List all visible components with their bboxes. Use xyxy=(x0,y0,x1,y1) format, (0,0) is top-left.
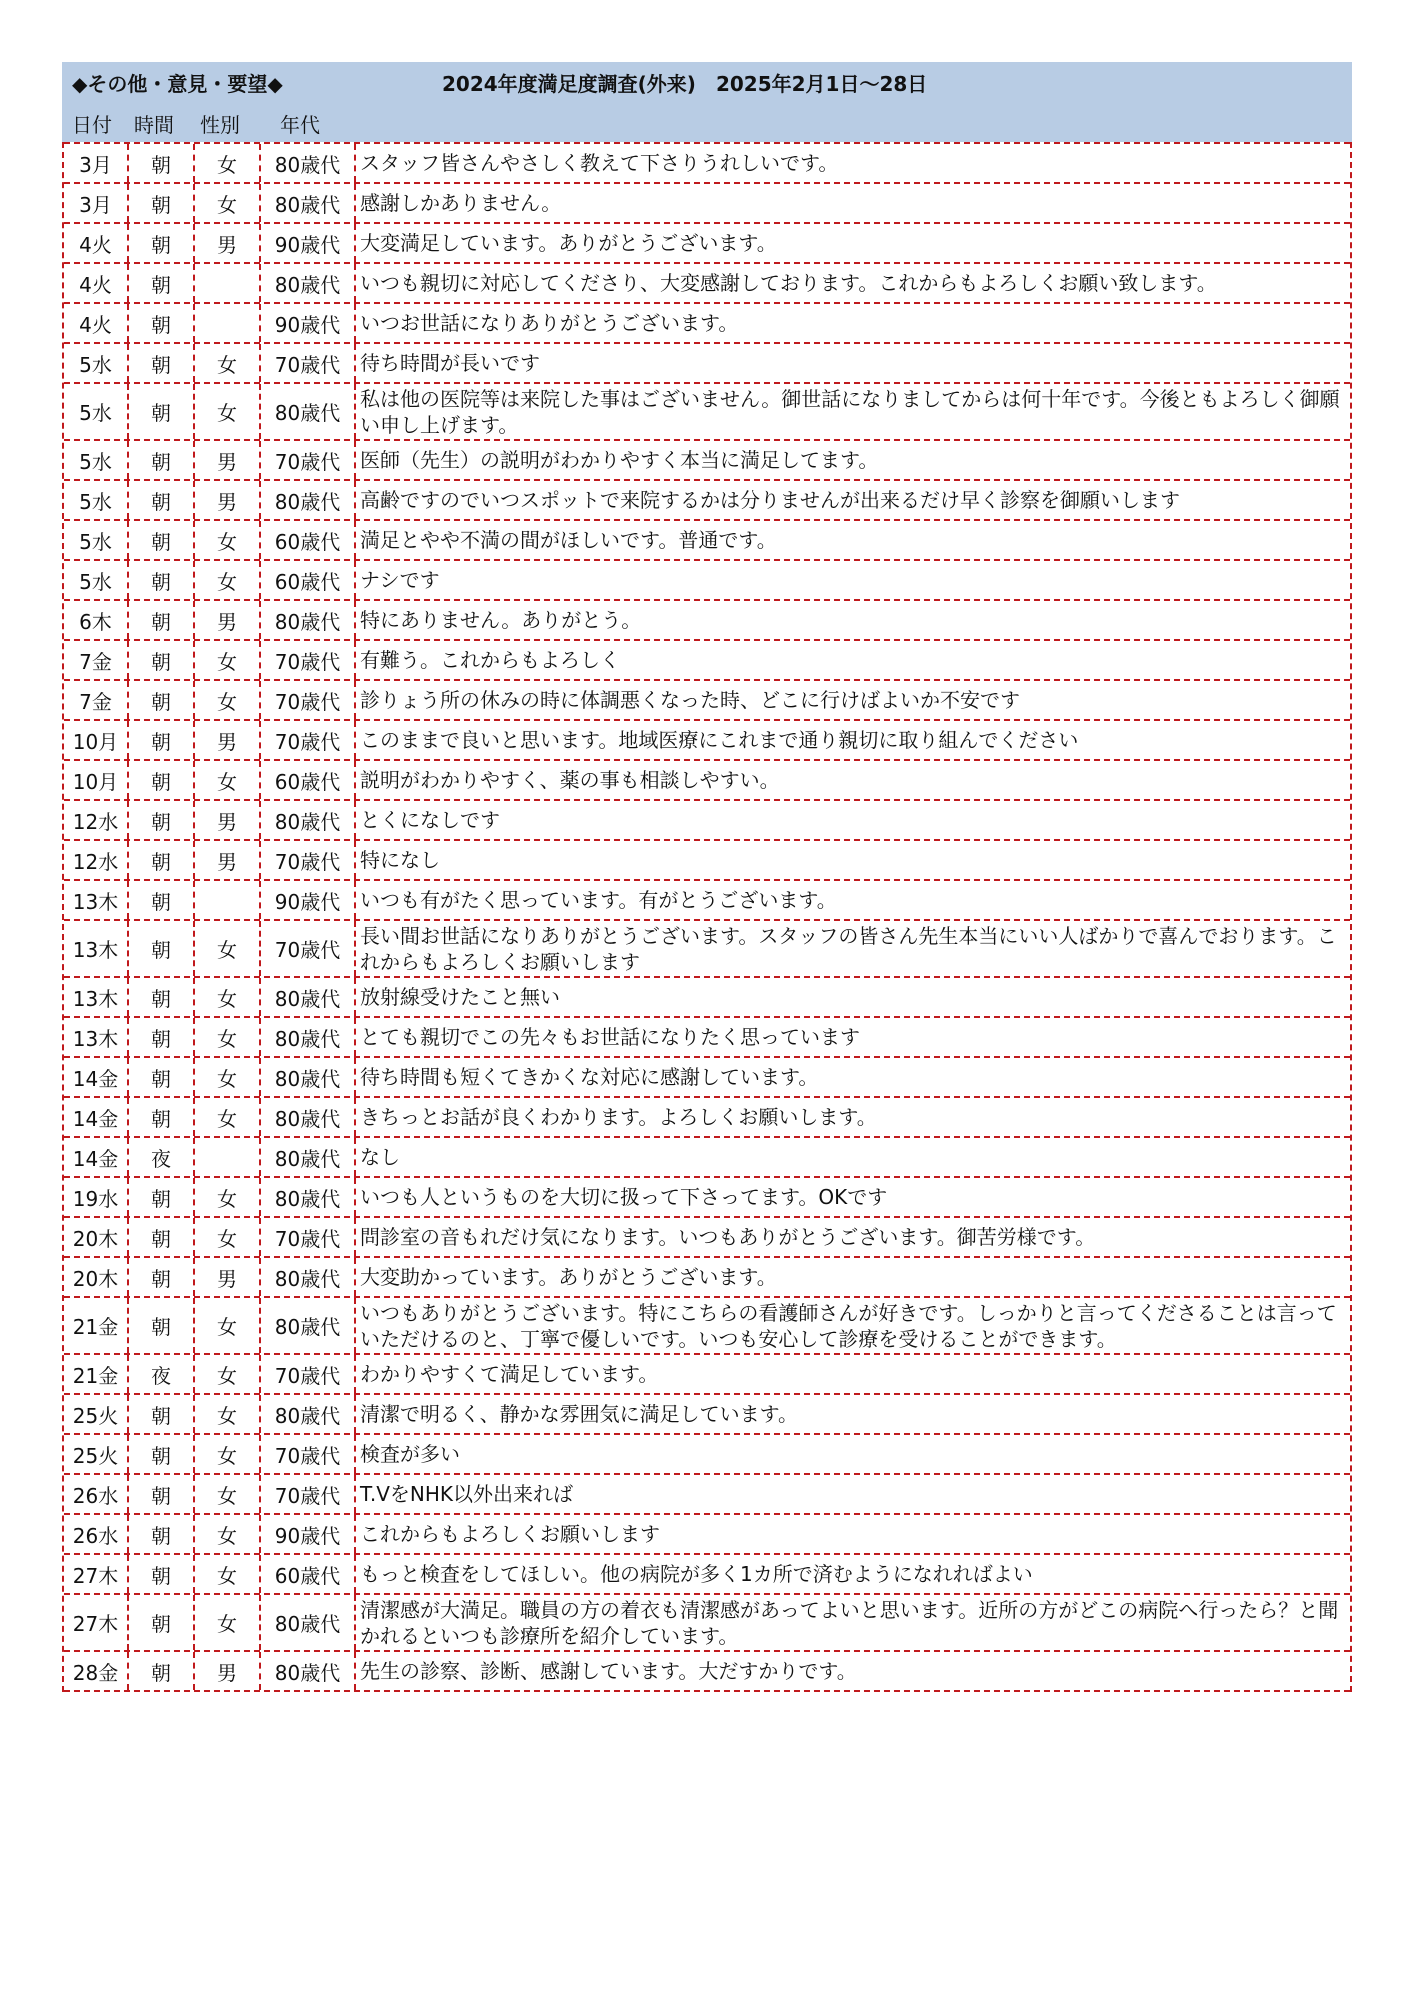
row-time: 朝 xyxy=(129,1298,195,1353)
row-date: 7金 xyxy=(64,681,129,719)
row-date: 19水 xyxy=(64,1178,129,1216)
row-sex: 女 xyxy=(195,1555,261,1593)
row-comment: スタッフ皆さんやさしく教えて下さりうれしいです。 xyxy=(360,151,839,175)
row-date: 13木 xyxy=(64,978,129,1016)
row-date: 4火 xyxy=(64,304,129,342)
row-comment: 待ち時間が長いです xyxy=(360,351,540,375)
row-comment: 私は他の医院等は来院した事はございません。御世話になりましてからは何十年です。今後ともよろしく御願い申し上げます。 xyxy=(360,386,1340,437)
table-row xyxy=(64,681,1350,721)
row-date: 21金 xyxy=(64,1355,129,1393)
row-sex: 女 xyxy=(195,1435,261,1473)
row-sex: 男 xyxy=(195,601,261,639)
row-comment: いつも親切に対応してくださり、大変感謝しております。これからもよろしくお願い致します。 xyxy=(360,271,1217,295)
row-comment: とても親切でこの先々もお世話になりたく思っています xyxy=(360,1025,860,1049)
table-row xyxy=(64,1258,1350,1298)
row-time: 朝 xyxy=(129,1652,195,1690)
row-age: 80歳代 xyxy=(261,1098,356,1136)
table-row xyxy=(64,761,1350,801)
row-sex: 女 xyxy=(195,144,261,182)
row-age: 80歳代 xyxy=(261,1258,356,1296)
row-date: 27木 xyxy=(64,1555,129,1593)
row-comment: 問診室の音もれだけ気になります。いつもありがとうございます。御苦労様です。 xyxy=(360,1225,1096,1249)
row-date: 21金 xyxy=(64,1298,129,1353)
row-age: 90歳代 xyxy=(261,304,356,342)
row-comment: もっと検査をしてほしい。他の病院が多く1カ所で済むようになれればよい xyxy=(360,1562,1033,1586)
row-age: 70歳代 xyxy=(261,721,356,759)
row-comment: いつお世話になりありがとうございます。 xyxy=(360,311,739,335)
row-comment: 感謝しかありません。 xyxy=(360,191,562,215)
table-row xyxy=(64,881,1350,921)
column-header-time: 時間 xyxy=(134,113,174,137)
table-row xyxy=(64,1395,1350,1435)
row-time: 朝 xyxy=(129,481,195,519)
table-row xyxy=(64,841,1350,881)
row-time: 朝 xyxy=(129,304,195,342)
table-row xyxy=(64,344,1350,384)
row-time: 朝 xyxy=(129,1178,195,1216)
row-date: 5水 xyxy=(64,441,129,479)
row-sex: 女 xyxy=(195,681,261,719)
row-date: 13木 xyxy=(64,921,129,976)
table-row xyxy=(64,1018,1350,1058)
table-row xyxy=(64,1298,1350,1355)
table-row xyxy=(64,921,1350,978)
row-age: 70歳代 xyxy=(261,1218,356,1256)
table-row xyxy=(64,1218,1350,1258)
row-comment: このままで良いと思います。地域医療にこれまで通り親切に取り組んでください xyxy=(360,728,1079,752)
row-age: 80歳代 xyxy=(261,264,356,302)
row-time: 朝 xyxy=(129,641,195,679)
table-row xyxy=(64,978,1350,1018)
row-comment: 特にありません。ありがとう。 xyxy=(360,608,642,632)
row-comment: 待ち時間も短くてきかくな対応に感謝しています。 xyxy=(360,1065,819,1089)
row-age: 80歳代 xyxy=(261,601,356,639)
row-time: 朝 xyxy=(129,264,195,302)
row-time: 朝 xyxy=(129,1018,195,1056)
row-date: 28金 xyxy=(64,1652,129,1690)
row-age: 80歳代 xyxy=(261,1652,356,1690)
table-row xyxy=(64,1435,1350,1475)
row-date: 14金 xyxy=(64,1098,129,1136)
row-comment: いつも人というものを大切に扱って下さってます。OKです xyxy=(360,1185,888,1209)
row-time: 朝 xyxy=(129,721,195,759)
survey-sheet xyxy=(62,62,1352,1692)
row-comment: ナシです xyxy=(360,568,440,592)
row-date: 10月 xyxy=(64,721,129,759)
row-age: 60歳代 xyxy=(261,521,356,559)
row-age: 80歳代 xyxy=(261,1018,356,1056)
row-date: 5水 xyxy=(64,384,129,439)
table-row xyxy=(64,1475,1350,1515)
row-time: 朝 xyxy=(129,978,195,1016)
row-comment: いつも有がたく思っています。有がとうございます。 xyxy=(360,888,837,912)
row-comment: 診りょう所の休みの時に体調悪くなった時、どこに行けばよいか不安です xyxy=(360,688,1020,712)
column-header-date: 日付 xyxy=(72,113,112,137)
row-age: 80歳代 xyxy=(261,1595,356,1650)
row-age: 60歳代 xyxy=(261,761,356,799)
row-comment: 清潔感が大満足。職員の方の着衣も清潔感があってよいと思います。近所の方がどこの病院へ行ったら？と聞かれるといつも診療所を紹介しています。 xyxy=(360,1597,1339,1648)
row-date: 12水 xyxy=(64,801,129,839)
row-sex: 女 xyxy=(195,641,261,679)
row-comment: 大変助かっています。ありがとうございます。 xyxy=(360,1265,777,1289)
row-age: 80歳代 xyxy=(261,978,356,1016)
row-date: 3月 xyxy=(64,184,129,222)
row-time: 朝 xyxy=(129,344,195,382)
row-time: 朝 xyxy=(129,761,195,799)
row-date: 26水 xyxy=(64,1515,129,1553)
row-age: 70歳代 xyxy=(261,1475,356,1513)
table-row xyxy=(64,481,1350,521)
row-sex: 女 xyxy=(195,1355,261,1393)
row-comment: 清潔で明るく、静かな雰囲気に満足しています。 xyxy=(360,1402,798,1426)
row-time: 朝 xyxy=(129,681,195,719)
table-row xyxy=(64,1138,1350,1178)
row-time: 朝 xyxy=(129,601,195,639)
row-sex: 女 xyxy=(195,1595,261,1650)
row-age: 70歳代 xyxy=(261,921,356,976)
row-age: 80歳代 xyxy=(261,1395,356,1433)
row-comment: 医師（先生）の説明がわかりやすく本当に満足してます。 xyxy=(360,448,879,472)
row-time: 朝 xyxy=(129,144,195,182)
row-comment: 大変満足しています。ありがとうございます。 xyxy=(360,231,777,255)
row-sex xyxy=(195,881,261,919)
table-row xyxy=(64,601,1350,641)
row-comment: 検査が多い xyxy=(360,1442,460,1466)
table-row xyxy=(64,641,1350,681)
table-row xyxy=(64,1098,1350,1138)
row-comment: 有難う。これからもよろしく xyxy=(360,648,620,672)
row-comment: T.VをNHK以外出来れば xyxy=(360,1482,573,1506)
row-comment: 先生の診察、診断、感謝しています。大だすかりです。 xyxy=(360,1659,857,1683)
table-row xyxy=(64,1555,1350,1595)
row-comment: 放射線受けたこと無い xyxy=(360,985,560,1009)
row-sex: 女 xyxy=(195,1298,261,1353)
row-time: 朝 xyxy=(129,881,195,919)
row-time: 朝 xyxy=(129,384,195,439)
row-date: 10月 xyxy=(64,761,129,799)
row-sex: 女 xyxy=(195,1018,261,1056)
row-time: 朝 xyxy=(129,224,195,262)
row-sex xyxy=(195,264,261,302)
row-sex xyxy=(195,304,261,342)
row-date: 25火 xyxy=(64,1395,129,1433)
row-sex xyxy=(195,1138,261,1176)
row-age: 70歳代 xyxy=(261,641,356,679)
row-sex: 女 xyxy=(195,1058,261,1096)
table-row xyxy=(64,304,1350,344)
row-sex: 女 xyxy=(195,184,261,222)
row-sex: 男 xyxy=(195,481,261,519)
row-comment: なし xyxy=(360,1145,400,1169)
row-age: 60歳代 xyxy=(261,1555,356,1593)
row-time: 朝 xyxy=(129,841,195,879)
row-time: 朝 xyxy=(129,1058,195,1096)
row-sex: 男 xyxy=(195,224,261,262)
row-comment: 特になし xyxy=(360,848,440,872)
row-age: 70歳代 xyxy=(261,681,356,719)
row-time: 朝 xyxy=(129,521,195,559)
row-time: 朝 xyxy=(129,1435,195,1473)
row-comment: 高齢ですのでいつスポットで来院するかは分りませんが出来るだけ早く診察を御願いします xyxy=(360,488,1180,512)
table-row xyxy=(64,142,1350,184)
row-sex: 女 xyxy=(195,344,261,382)
row-date: 25火 xyxy=(64,1435,129,1473)
row-comment: とくになしです xyxy=(360,808,500,832)
comment-table xyxy=(62,142,1352,1692)
row-age: 80歳代 xyxy=(261,1058,356,1096)
row-comment: これからもよろしくお願いします xyxy=(360,1522,660,1546)
page-title: ◆その他・意見・要望◆ xyxy=(72,72,283,96)
row-age: 70歳代 xyxy=(261,1355,356,1393)
row-sex: 男 xyxy=(195,801,261,839)
row-time: 朝 xyxy=(129,1595,195,1650)
table-row xyxy=(64,1515,1350,1555)
row-date: 5水 xyxy=(64,521,129,559)
row-date: 7金 xyxy=(64,641,129,679)
table-row xyxy=(64,1595,1350,1652)
row-date: 20木 xyxy=(64,1218,129,1256)
row-time: 朝 xyxy=(129,1555,195,1593)
row-time: 夜 xyxy=(129,1138,195,1176)
row-age: 80歳代 xyxy=(261,1178,356,1216)
row-comment: きちっとお話が良くわかります。よろしくお願いします。 xyxy=(360,1105,877,1129)
row-date: 12水 xyxy=(64,841,129,879)
table-row xyxy=(64,1178,1350,1218)
row-date: 14金 xyxy=(64,1058,129,1096)
row-age: 70歳代 xyxy=(261,1435,356,1473)
table-row xyxy=(64,801,1350,841)
row-comment: 長い間お世話になりありがとうございます。スタッフの皆さん先生本当にいい人ばかりで喜んでおります。これからもよろしくお願いします xyxy=(360,923,1337,974)
table-row xyxy=(64,441,1350,481)
row-age: 90歳代 xyxy=(261,1515,356,1553)
row-sex: 男 xyxy=(195,1258,261,1296)
row-sex: 女 xyxy=(195,521,261,559)
survey-subtitle: 2024年度満足度調査(外来) 2025年2月1日～28日 xyxy=(442,72,928,96)
row-sex: 女 xyxy=(195,1098,261,1136)
table-row xyxy=(64,1355,1350,1395)
table-row xyxy=(64,224,1350,264)
row-time: 朝 xyxy=(129,921,195,976)
row-comment: 満足とやや不満の間がほしいです。普通です。 xyxy=(360,528,777,552)
column-header-sex: 性別 xyxy=(200,113,240,137)
row-date: 4火 xyxy=(64,264,129,302)
row-time: 朝 xyxy=(129,184,195,222)
table-row xyxy=(64,721,1350,761)
row-age: 80歳代 xyxy=(261,1138,356,1176)
row-date: 5水 xyxy=(64,561,129,599)
table-header xyxy=(62,62,1352,142)
row-sex: 男 xyxy=(195,441,261,479)
row-date: 13木 xyxy=(64,1018,129,1056)
row-date: 6木 xyxy=(64,601,129,639)
row-age: 80歳代 xyxy=(261,801,356,839)
row-time: 朝 xyxy=(129,441,195,479)
row-time: 朝 xyxy=(129,1098,195,1136)
row-comment: いつもありがとうございます。特にこちらの看護師さんが好きです。しっかりと言ってくださることは言っていただけるのと、丁寧で優しいです。いつも安心して診療を受けることができます。 xyxy=(360,1300,1337,1351)
row-sex: 男 xyxy=(195,721,261,759)
row-sex: 女 xyxy=(195,1515,261,1553)
row-time: 朝 xyxy=(129,561,195,599)
table-row xyxy=(64,1652,1350,1692)
row-date: 27木 xyxy=(64,1595,129,1650)
row-time: 朝 xyxy=(129,1258,195,1296)
row-sex: 女 xyxy=(195,761,261,799)
row-age: 80歳代 xyxy=(261,184,356,222)
row-age: 70歳代 xyxy=(261,344,356,382)
row-sex: 女 xyxy=(195,1395,261,1433)
row-sex: 女 xyxy=(195,978,261,1016)
table-row xyxy=(64,384,1350,441)
row-comment: わかりやすくて満足しています。 xyxy=(360,1362,659,1386)
row-date: 26水 xyxy=(64,1475,129,1513)
row-sex: 女 xyxy=(195,1218,261,1256)
table-row xyxy=(64,521,1350,561)
row-sex: 女 xyxy=(195,1475,261,1513)
row-time: 夜 xyxy=(129,1355,195,1393)
row-date: 13木 xyxy=(64,881,129,919)
row-age: 80歳代 xyxy=(261,481,356,519)
row-date: 5水 xyxy=(64,344,129,382)
row-age: 80歳代 xyxy=(261,144,356,182)
row-sex: 女 xyxy=(195,921,261,976)
row-age: 60歳代 xyxy=(261,561,356,599)
row-date: 14金 xyxy=(64,1138,129,1176)
row-comment: 説明がわかりやすく、薬の事も相談しやすい。 xyxy=(360,768,780,792)
row-time: 朝 xyxy=(129,1218,195,1256)
row-time: 朝 xyxy=(129,801,195,839)
row-age: 70歳代 xyxy=(261,441,356,479)
row-age: 70歳代 xyxy=(261,841,356,879)
row-date: 20木 xyxy=(64,1258,129,1296)
row-age: 80歳代 xyxy=(261,1298,356,1353)
row-time: 朝 xyxy=(129,1475,195,1513)
row-sex: 男 xyxy=(195,1652,261,1690)
row-age: 90歳代 xyxy=(261,881,356,919)
table-row xyxy=(64,184,1350,224)
row-sex: 男 xyxy=(195,841,261,879)
table-row xyxy=(64,561,1350,601)
row-date: 4火 xyxy=(64,224,129,262)
row-sex: 女 xyxy=(195,1178,261,1216)
row-sex: 女 xyxy=(195,561,261,599)
row-sex: 女 xyxy=(195,384,261,439)
table-row xyxy=(64,1058,1350,1098)
row-date: 3月 xyxy=(64,144,129,182)
row-time: 朝 xyxy=(129,1515,195,1553)
row-age: 80歳代 xyxy=(261,384,356,439)
row-age: 90歳代 xyxy=(261,224,356,262)
row-time: 朝 xyxy=(129,1395,195,1433)
row-date: 5水 xyxy=(64,481,129,519)
table-row xyxy=(64,264,1350,304)
column-header-age: 年代 xyxy=(280,113,320,137)
